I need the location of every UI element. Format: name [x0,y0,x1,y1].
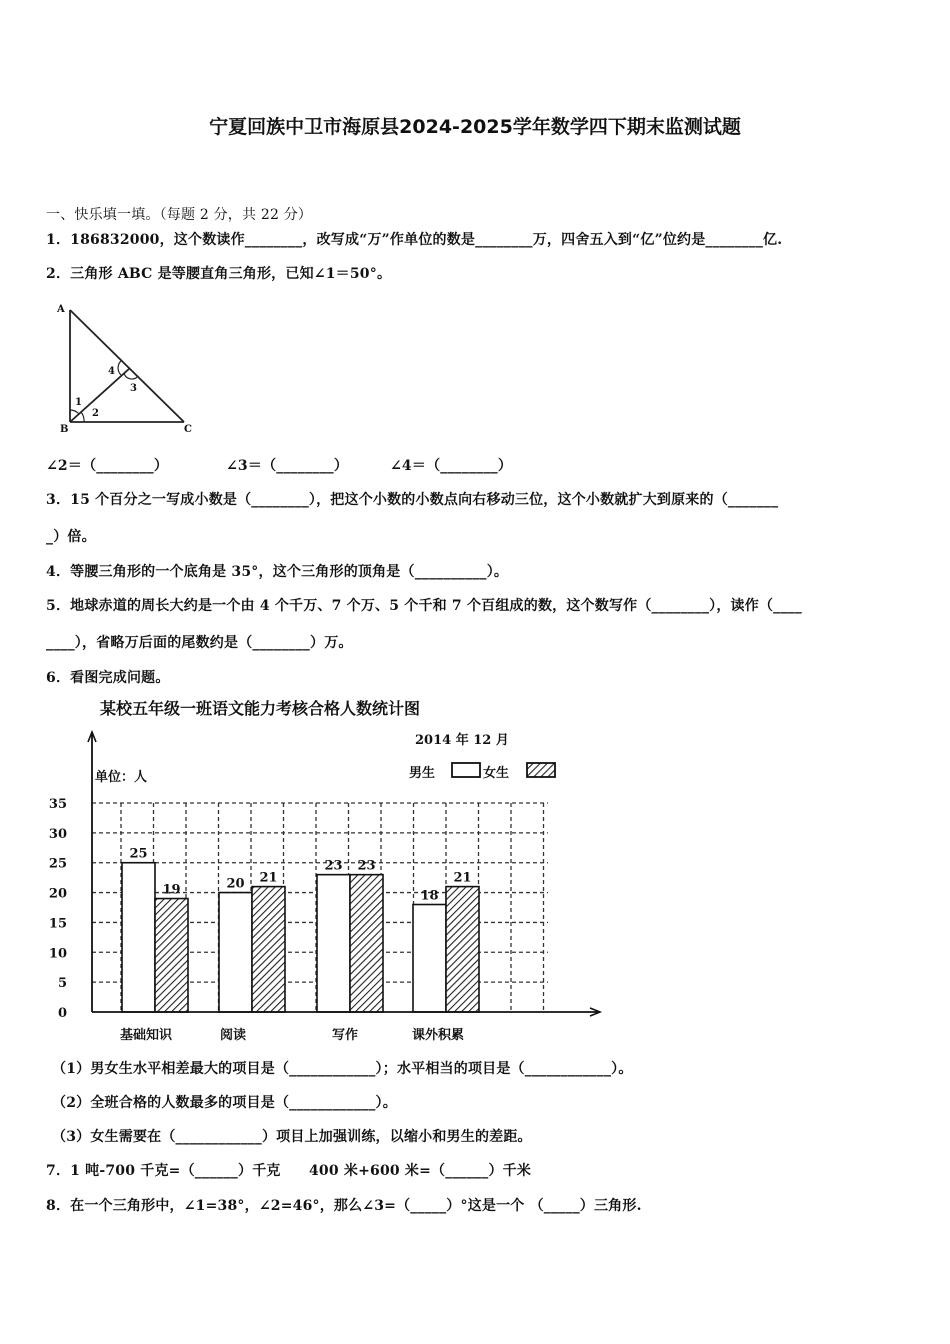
label-b: B [60,424,69,435]
y-tick-label: 20 [48,886,67,902]
question-4: 4．等腰三角形的一个底角是 35°，这个三角形的顶角是（__________）。 [46,564,509,580]
triangle-figure [50,298,200,438]
label-angle-2: 2 [92,408,99,419]
data-label: 18 [420,888,439,904]
question-3-line-1: 3．15 个百分之一写成小数是（________），把这个小数的小数点向右移动三位，这个小数就扩大到原来的（_______ [46,492,779,508]
label-angle-1: 1 [75,397,82,408]
data-label: 21 [453,870,472,886]
bar-male [219,893,252,1012]
page-title: 宁夏回族中卫市海原县2024-2025学年数学四下期末监测试题 [209,116,741,138]
question-6: 6．看图完成问题。 [46,670,170,686]
bar-female [350,875,383,1012]
side-ac [70,310,184,422]
bar-female [446,887,479,1012]
label-angle-3: 3 [130,383,137,394]
q2-answer-4: ∠4＝（________） [390,458,513,474]
data-label: 20 [226,876,245,892]
legend-swatch-female [527,763,555,777]
angle-2-arc [81,412,84,422]
question-6-2: （2）全班合格的人数最多的项目是（____________）。 [52,1095,397,1111]
question-5-line-2: ____），省略万后面的尾数约是（________）万。 [46,635,353,651]
data-label: 19 [162,882,181,898]
y-tick-label: 30 [48,826,67,842]
legend-swatch-male [452,763,480,777]
y-tick-label: 10 [48,946,67,962]
question-5-line-1: 5．地球赤道的周长大约是一个由 4 个千万、7 个万、5 个千和 7 个百组成的数，这个数写作（________），读作（____ [46,598,802,614]
x-category-label: 阅读 [220,1028,247,1043]
question-1: 1．186832000，这个数读作________，改写成“万”作单位的数是________万，四舍五入到“亿”位约是________亿. [46,232,783,248]
q2-answer-3: ∠3＝（________） [226,458,349,474]
label-angle-4: 4 [108,366,115,377]
angle-4-arc [118,360,122,375]
x-category-label: 基础知识 [120,1028,173,1043]
legend-label-male: 男生 [409,766,436,781]
bar-chart [40,690,620,1050]
q2-answer-2: ∠2＝（________） [46,458,169,474]
bar-female [155,899,188,1012]
question-6-3: （3）女生需要在（____________）项目上加强训练，以缩小和男生的差距。 [52,1129,532,1145]
bar-female [252,887,285,1012]
data-label: 23 [357,858,376,874]
bar-male [413,905,446,1012]
question-6-1: （1）男女生水平相差最大的项目是（____________）；水平相当的项目是（____________）。 [52,1061,633,1077]
data-label: 25 [129,846,148,862]
chart-title: 某校五年级一班语文能力考核合格人数统计图 [100,699,421,718]
question-3-line-2: _）倍。 [46,529,96,545]
label-c: C [184,424,192,435]
x-category-label: 课外积累 [412,1028,465,1043]
chart-unit-label: 单位：人 [95,770,148,785]
bar-male [122,863,155,1012]
x-category-label: 写作 [332,1028,359,1043]
angle-1-arc [70,410,79,414]
question-8: 8．在一个三角形中，∠1=38°，∠2=46°，那么∠3=（_____）°这是一个 （_____）三角形. [46,1198,642,1214]
question-7: 7．1 吨-700 千克=（______）千克 400 米+600 米=（______）千米 [46,1163,532,1179]
chart-subtitle: 2014 年 12 月 [415,733,509,748]
data-label: 21 [259,870,278,886]
data-label: 23 [324,858,343,874]
y-tick-label: 5 [57,976,67,992]
y-tick-label: 35 [48,797,67,812]
y-tick-label: 15 [48,916,67,932]
question-2: 2．三角形 ABC 是等腰直角三角形，已知∠1＝50°。 [46,266,392,282]
y-tick-label: 25 [48,856,67,872]
label-a: A [57,304,65,315]
y-tick-label: 0 [57,1006,67,1021]
bar-male [317,875,350,1012]
legend-label-female: 女生 [483,766,510,781]
section-heading: 一、快乐填一填。（每题 2 分，共 22 分） [46,207,313,223]
